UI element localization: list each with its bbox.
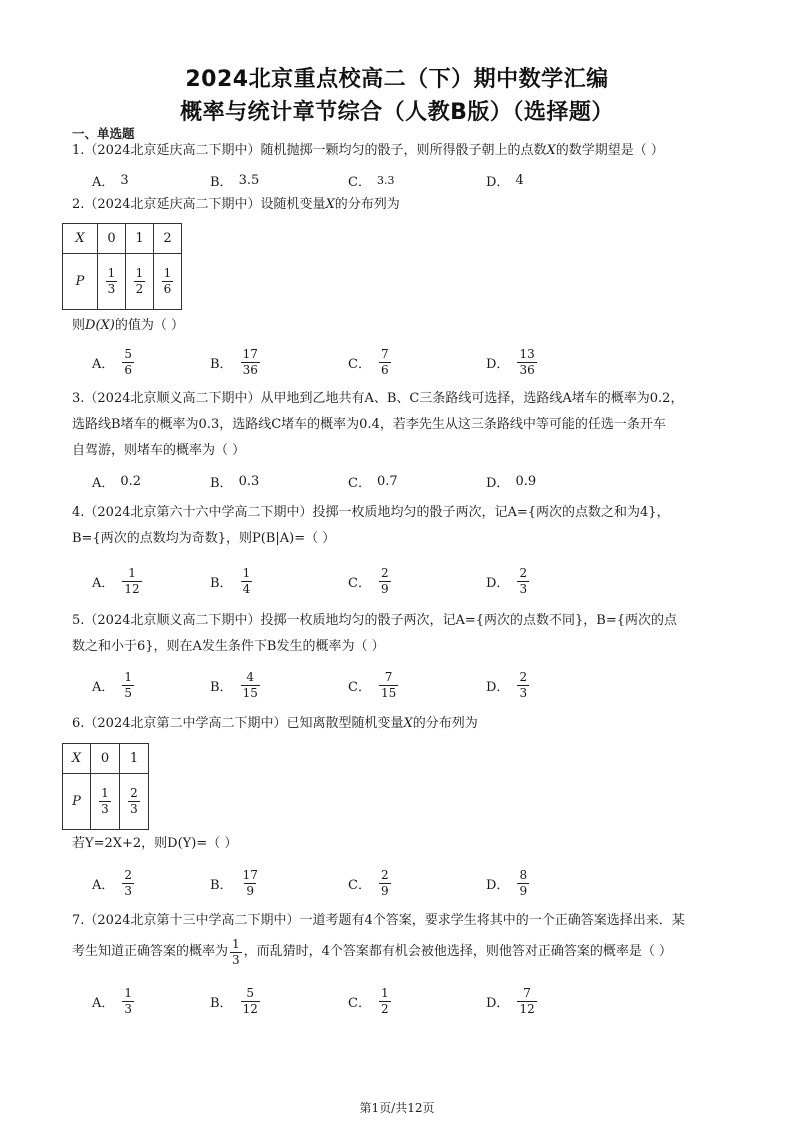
option-b[interactable]: B． $\frac{5}{12}$ — [210, 986, 258, 1016]
fraction: $\frac{7}{15}$ — [380, 670, 397, 700]
option-value: 0.3 — [238, 474, 260, 489]
fraction: $\frac{1}{2}$ — [135, 266, 144, 296]
option-c[interactable]: C． 3.3 — [348, 174, 395, 190]
question-2-text: 2.（2024北京延庆高二下期中）设随机变量 — [72, 197, 326, 212]
math-expression: D(X) — [85, 318, 115, 333]
option-c[interactable]: C． $\frac{2}{9}$ — [348, 566, 389, 596]
option-value: 0.7 — [376, 474, 398, 489]
option-c[interactable]: C． $\frac{2}{9}$ — [348, 868, 389, 898]
question-2-text-end: 的分布列为 — [334, 197, 400, 212]
question-3-line-1: 3.（2024北京顺义高二下期中）从甲地到乙地共有A、B、C三条路线可选择，选路线A堵车的概率为0.2， — [72, 391, 684, 406]
option-d[interactable]: D． $\frac{2}{3}$ — [486, 670, 528, 700]
question-1-text: 1.（2024北京延庆高二下期中）随机抛掷一颗均匀的骰子，则所得骰子朝上的点数 — [72, 143, 547, 158]
option-d[interactable]: D． 4 — [486, 173, 524, 190]
question-4 — [72, 500, 732, 552]
question-5 — [72, 608, 732, 660]
section-heading: 一、单选题 — [72, 126, 135, 141]
option-c[interactable]: C． 0.7 — [348, 474, 398, 491]
page-title: 2024北京重点校高二（下）期中数学汇编 — [185, 67, 609, 92]
option-a[interactable]: A． 0.2 — [92, 474, 142, 491]
option-d[interactable]: D． $\frac{2}{3}$ — [486, 566, 528, 596]
question-3-line-2: 选路线B堵车的概率为0.3，选路线C堵车的概率为0.4，若李先生从这三条路线中等可能的任选一条开车 — [72, 417, 666, 432]
page-number: 第1页/共12页 — [359, 1101, 435, 1115]
option-b[interactable]: B． $\frac{17}{9}$ — [210, 868, 258, 898]
table-cell: 1 — [126, 224, 154, 254]
question-3-line-3: 自驾游，则堵车的概率为（ ） — [72, 443, 246, 458]
option-c[interactable]: C． $\frac{7}{6}$ — [348, 347, 389, 377]
option-b[interactable]: B． 0.3 — [210, 474, 260, 491]
option-value: 3.5 — [238, 173, 260, 188]
fraction: $\frac{5}{12}$ — [242, 986, 258, 1016]
option-b[interactable]: B． 3.5 — [210, 173, 260, 190]
option-a[interactable]: A． $\frac{1}{5}$ — [92, 670, 133, 700]
variable-x: X — [546, 143, 556, 158]
option-b[interactable]: B． $\frac{17}{36}$ — [210, 347, 258, 377]
question-1 — [72, 138, 732, 164]
page-subtitle: 概率与统计章节综合（人教B版）（选择题） — [180, 100, 614, 125]
variable-x: X — [403, 716, 413, 731]
option-b[interactable]: B． $\frac{1}{4}$ — [210, 566, 251, 596]
fraction: $\frac{1}{3}$ — [124, 986, 133, 1016]
option-d[interactable]: D． 0.9 — [486, 474, 537, 491]
option-value: 0.9 — [515, 474, 537, 489]
fraction: $\frac{1}{3}$ — [107, 266, 116, 296]
fraction: $\frac{1}{5}$ — [124, 670, 133, 700]
fraction: $\frac{7}{12}$ — [519, 986, 535, 1016]
fraction: $\frac{8}{9}$ — [519, 868, 528, 898]
question-4-line-2: B={两次的点数均为奇数}，则P(B|A)=（ ） — [72, 531, 336, 546]
fraction: $\frac{17}{36}$ — [242, 347, 258, 377]
fraction: $\frac{1}{6}$ — [163, 266, 172, 296]
distribution-table-q2 — [62, 223, 182, 310]
table-cell: 0 — [98, 224, 126, 254]
table-cell: 2 — [154, 224, 182, 254]
question-2 — [72, 192, 732, 218]
option-a[interactable]: A． 3 — [92, 173, 129, 190]
question-6-text-end: 的分布列为 — [412, 716, 478, 731]
option-a[interactable]: A． $\frac{5}{6}$ — [92, 347, 133, 377]
question-6-ask: 若Y=2X+2，则D(Y)=（ ） — [72, 836, 238, 851]
option-a[interactable]: A． $\frac{2}{3}$ — [92, 868, 133, 898]
question-5-line-2: 数之和小于6}，则在A发生条件下B发生的概率为（ ） — [72, 639, 385, 654]
question-5-line-1: 5.（2024北京顺义高二下期中）投掷一枚质地均匀的骰子两次，记A={两次的点数不同}，B={两次的点 — [72, 613, 678, 628]
option-value: 3.3 — [376, 174, 395, 187]
question-7-line-2: 考生知道正确答案的概率为 $\frac{1}{3}$ ，而乱猜时，4个答案都有机会被他选择，则他答对正确答案的概率是（ ） — [72, 936, 673, 967]
question-7-line-1: 7.（2024北京第十三中学高二下期中）一道考题有4个答案，要求学生将其中的一个正确答案选择出来．某 — [72, 913, 685, 928]
fraction: $\frac{1}{4}$ — [242, 566, 251, 596]
option-d[interactable]: D． $\frac{7}{12}$ — [486, 986, 535, 1016]
question-1-text-end: 的数学期望是（ ） — [555, 143, 664, 158]
option-value: 3 — [120, 173, 129, 188]
fraction: $\frac{1}{3}$ — [232, 936, 240, 967]
table-header-p: P — [72, 794, 81, 809]
distribution-table-q6 — [62, 743, 149, 830]
table-header-p: P — [75, 274, 85, 289]
question-2-ask: 则D(X)的值为（ ） — [72, 318, 184, 333]
question-4-line-1: 4.（2024北京第六十六中学高二下期中）投掷一枚质地均匀的骰子两次，记A={两次的点数之和为4}， — [72, 505, 670, 520]
option-c[interactable]: C． $\frac{1}{2}$ — [348, 986, 389, 1016]
fraction: $\frac{2}{3}$ — [124, 868, 133, 898]
fraction: $\frac{13}{36}$ — [519, 347, 535, 377]
question-3 — [72, 386, 732, 464]
option-b[interactable]: B． $\frac{4}{15}$ — [210, 670, 258, 700]
option-value: 4 — [515, 173, 524, 188]
option-a[interactable]: A． $\frac{1}{12}$ — [92, 566, 140, 596]
fraction: $\frac{4}{15}$ — [242, 670, 258, 700]
fraction: $\frac{17}{9}$ — [242, 868, 258, 898]
table-header-x: X — [75, 231, 85, 246]
fraction: $\frac{2}{3}$ — [519, 566, 528, 596]
question-6 — [72, 711, 732, 737]
fraction: $\frac{1}{2}$ — [380, 986, 389, 1016]
fraction: $\frac{2}{9}$ — [380, 868, 389, 898]
option-d[interactable]: D． $\frac{13}{36}$ — [486, 347, 535, 377]
fraction: $\frac{1}{12}$ — [124, 566, 140, 596]
option-a[interactable]: A． $\frac{1}{3}$ — [92, 986, 133, 1016]
table-cell: 0 — [91, 744, 120, 774]
question-6-text: 6.（2024北京第二中学高二下期中）已知离散型随机变量 — [72, 716, 404, 731]
variable-x: X — [325, 197, 335, 212]
table-header-x: X — [71, 751, 82, 766]
table-cell: 1 — [120, 744, 149, 774]
fraction: $\frac{2}{3}$ — [519, 670, 528, 700]
fraction: $\frac{2}{3}$ — [130, 786, 138, 816]
fraction: $\frac{7}{6}$ — [380, 347, 389, 377]
fraction: $\frac{1}{3}$ — [101, 786, 109, 816]
fraction: $\frac{2}{9}$ — [380, 566, 389, 596]
option-d[interactable]: D． $\frac{8}{9}$ — [486, 868, 528, 898]
question-7 — [72, 908, 732, 970]
option-c[interactable]: C． $\frac{7}{15}$ — [348, 670, 397, 700]
option-value: 0.2 — [120, 474, 142, 489]
fraction: $\frac{5}{6}$ — [124, 347, 133, 377]
